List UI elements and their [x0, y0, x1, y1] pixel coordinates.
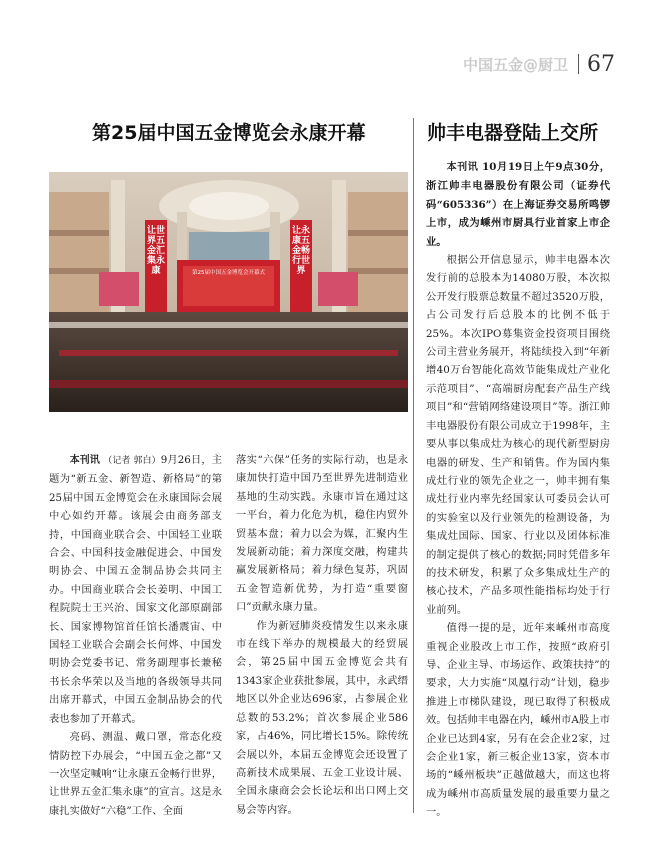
expo-paragraph-1-text: 9月26日，主题为“新五金、新智造、新格局”的第25届中国五金博览会在永康国际会展中心如约开幕。该展会由商务部支持，中国商业联合会、中国轻工业联合会、中国科技金融促进会、中国发明协会、中国五金制品协会共同主办。中国商业联合会长姜明、中国工程院院士王兴治、国家文化部原副部长、国家博物馆首任馆长潘震宙、中国轻工业联合会副会长何烨、中国发明协会党委书记、常务副理事长兼秘书长余华荣以及当地的各级领导共同出席开幕式，中国五金制品协会的代表也参加了开幕式。 [49, 454, 222, 725]
magazine-logo: 中国五金@厨卫 [462, 55, 568, 74]
shuaifeng-paragraph-1-text: 10月19日上午9点30分，浙江帅丰电器股份有限公司（证券代码“605336”）在上海证券交易所鸣锣上市，成为嵊州市厨具行业首家上市企业。 [426, 161, 611, 248]
shuaifeng-paragraph-1 [426, 158, 610, 251]
expo-paragraph-3: 作为新冠肺炎疫情发生以来永康市在线下举办的规模最大的经贸展会，第25届中国五金博览会共有1343家企业获批参展，其中，永武缙地区以外企业达696家，占参展企业总数的53.2%；首次参展企业586家，占46%，同比增长15%。除传统会展以外，本届五金博览会还设置了高新技术成果展、五金工业设计展、全国永康商会会长论坛和出口网上交易会等内容。 [236, 619, 408, 816]
shuaifeng-lead-label: 本刊讯 [446, 162, 479, 173]
column-divider [413, 118, 414, 813]
banner-right-text: 让永康五金畅行世界 [291, 226, 310, 276]
page-header [463, 46, 615, 82]
expo-article-column-1 [49, 451, 222, 820]
stage-screen-title: 第25届中国五金博览会开幕式 [192, 270, 265, 276]
article-title-shuaifeng: 帅丰电器登陆上交所 [427, 122, 599, 144]
banner-left-text: 让世界五金汇集永康 [146, 226, 165, 276]
expo-paragraph-2-start: 亮码、测温、戴口罩，常态化疫情防控下办展会，“中国五金之都”又一次坚定喊响“让永康五金畅行世界，让世界五金汇集永康”的宣言。这是永康扎实做好“六稳”工作、全面 [49, 731, 222, 817]
page-number: 67 [587, 51, 615, 77]
expo-source-note: （记者 郭白） [103, 456, 161, 466]
article-title-expo: 第25届中国五金博览会永康开幕 [92, 122, 366, 144]
expo-paragraph-2-cont: 落实“六保”任务的实际行动，也是永康加快打造中国乃至世界先进制造业基地的生动实践。永康市旨在通过这一平台，着力化危为机，稳住内贸外贸基本盘；着力以会为媒，汇聚内生发展新动能；着力深度交融，构建共赢发展新格局；着力绿色复苏，巩固五金智造新优势，为打造“重要窗口”贡献永康力量。 [236, 454, 408, 614]
expo-paragraph-1 [49, 451, 222, 728]
shuaifeng-article-column [426, 158, 610, 822]
shuaifeng-paragraph-2: 根据公开信息显示，帅丰电器本次发行前的总股本为14080万股，本次拟公开发行股票总数量不超过3520万股，占公司发行后总股本的比例不低于25%。本次IPO募集资金投资项目围绕公司主营业务展开，将陆续投入到“年新增40万台智能化高效节能集成灶产业化示范项目”、“高端厨房配套产品生产线项目”和“营销网络建设项目”等。浙江帅丰电器股份有限公司成立于1998年，主要从事以集成灶为核心的现代新型厨房电器的研发、生产和销售。作为国内集成灶行业的领先企业之一，帅丰拥有集成灶行业内率先经国家认可委员会认可的实验室以及行业领先的检测设备，为集成灶国际、国家、行业以及团体标准的制定提供了核心的数据;同时凭借多年的技术研发，积累了众多集成灶生产的核心技术，产品多项性能指标均处于行业前列。 [426, 254, 610, 616]
header-divider [578, 54, 579, 74]
expo-lead-label: 本刊讯 [69, 455, 100, 466]
shuaifeng-paragraph-3: 值得一提的是，近年来嵊州市高度重视企业股改上市工作，按照“政府引导、企业主导、市场运作、政策扶持”的要求，大力实施“凤凰行动”计划，稳步推进上市梯队建设，现已取得了积极成效。包括帅丰电器在内，嵊州市A股上市企业已达到4家，另有在会企业2家，过会企业1家，新三板企业13家，资本市场的“嵊州板块”正越做越大，而这也将成为嵊州市高质量发展的最重要力量之一。 [426, 622, 610, 819]
expo-article-column-2 [236, 451, 408, 819]
expo-opening-photo [49, 172, 408, 412]
